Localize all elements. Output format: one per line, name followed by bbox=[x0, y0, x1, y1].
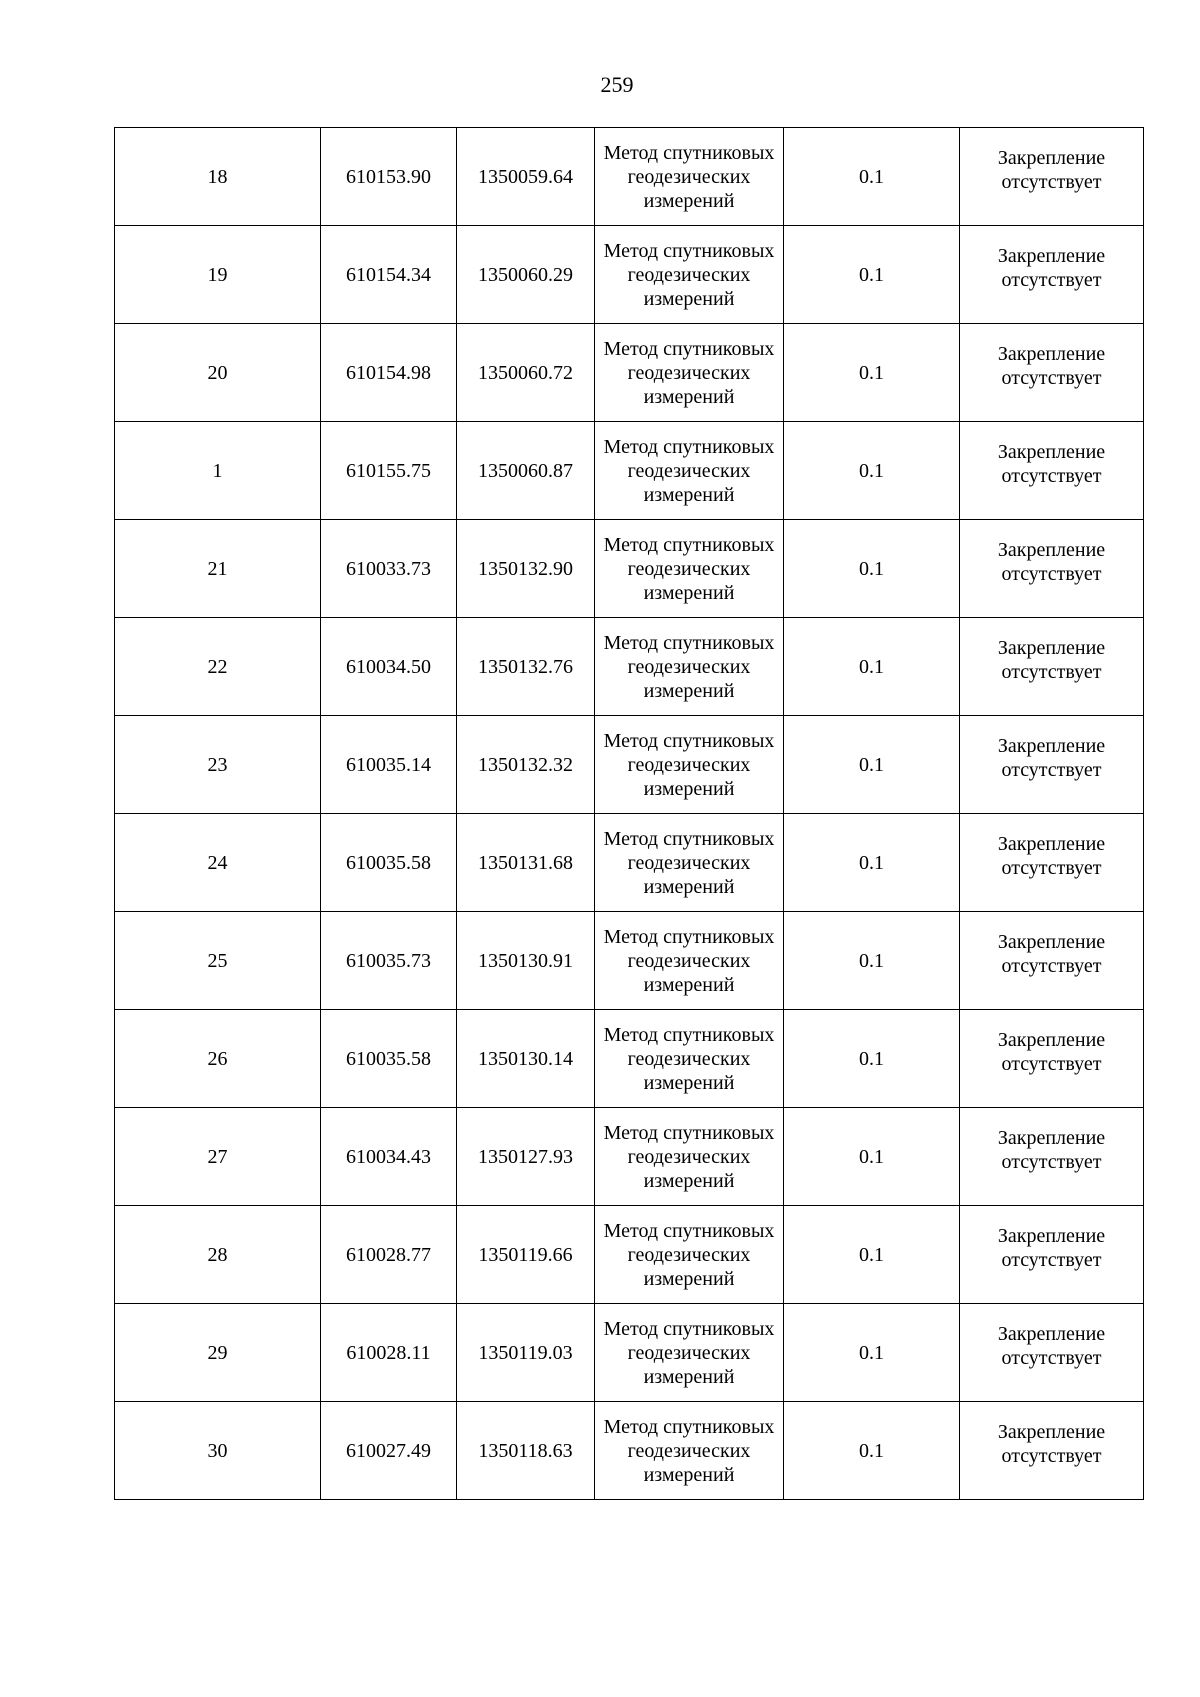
x-coordinate-cell: 610028.11 bbox=[321, 1304, 457, 1402]
fixing-description-cell: Закрепление отсутствует bbox=[960, 716, 1144, 814]
y-coordinate-cell: 1350118.63 bbox=[457, 1402, 595, 1500]
fixing-description-cell: Закрепление отсутствует bbox=[960, 1010, 1144, 1108]
x-coordinate-cell: 610035.58 bbox=[321, 814, 457, 912]
y-coordinate-cell: 1350119.66 bbox=[457, 1206, 595, 1304]
accuracy-cell: 0.1 bbox=[784, 912, 960, 1010]
accuracy-cell: 0.1 bbox=[784, 716, 960, 814]
table-body bbox=[115, 128, 1144, 1500]
accuracy-cell: 0.1 bbox=[784, 128, 960, 226]
accuracy-cell: 0.1 bbox=[784, 1402, 960, 1500]
table-row bbox=[115, 128, 1144, 226]
x-coordinate-cell: 610034.43 bbox=[321, 1108, 457, 1206]
point-number-cell: 29 bbox=[115, 1304, 321, 1402]
accuracy-cell: 0.1 bbox=[784, 226, 960, 324]
table-row bbox=[115, 1108, 1144, 1206]
method-cell: Метод спутниковых геодезических измерений bbox=[595, 1108, 784, 1206]
x-coordinate-cell: 610154.98 bbox=[321, 324, 457, 422]
y-coordinate-cell: 1350060.29 bbox=[457, 226, 595, 324]
fixing-description-cell: Закрепление отсутствует bbox=[960, 520, 1144, 618]
fixing-description-cell: Закрепление отсутствует bbox=[960, 422, 1144, 520]
table-row bbox=[115, 324, 1144, 422]
y-coordinate-cell: 1350130.91 bbox=[457, 912, 595, 1010]
accuracy-cell: 0.1 bbox=[784, 1010, 960, 1108]
y-coordinate-cell: 1350131.68 bbox=[457, 814, 595, 912]
fixing-description-cell: Закрепление отсутствует bbox=[960, 618, 1144, 716]
point-number-cell: 18 bbox=[115, 128, 321, 226]
x-coordinate-cell: 610035.14 bbox=[321, 716, 457, 814]
fixing-description-cell: Закрепление отсутствует bbox=[960, 128, 1144, 226]
y-coordinate-cell: 1350127.93 bbox=[457, 1108, 595, 1206]
method-cell: Метод спутниковых геодезических измерений bbox=[595, 1304, 784, 1402]
table-row bbox=[115, 912, 1144, 1010]
x-coordinate-cell: 610154.34 bbox=[321, 226, 457, 324]
table-row bbox=[115, 1010, 1144, 1108]
point-number-cell: 1 bbox=[115, 422, 321, 520]
table-row bbox=[115, 226, 1144, 324]
method-cell: Метод спутниковых геодезических измерений bbox=[595, 1206, 784, 1304]
accuracy-cell: 0.1 bbox=[784, 618, 960, 716]
point-number-cell: 25 bbox=[115, 912, 321, 1010]
table-row bbox=[115, 1304, 1144, 1402]
fixing-description-cell: Закрепление отсутствует bbox=[960, 1108, 1144, 1206]
table-row bbox=[115, 422, 1144, 520]
table-row bbox=[115, 716, 1144, 814]
x-coordinate-cell: 610028.77 bbox=[321, 1206, 457, 1304]
point-number-cell: 24 bbox=[115, 814, 321, 912]
page-number: 259 bbox=[600, 72, 634, 97]
point-number-cell: 22 bbox=[115, 618, 321, 716]
point-number-cell: 27 bbox=[115, 1108, 321, 1206]
method-cell: Метод спутниковых геодезических измерений bbox=[595, 716, 784, 814]
table-row bbox=[115, 814, 1144, 912]
table-row bbox=[115, 1402, 1144, 1500]
point-number-cell: 20 bbox=[115, 324, 321, 422]
accuracy-cell: 0.1 bbox=[784, 422, 960, 520]
y-coordinate-cell: 1350132.90 bbox=[457, 520, 595, 618]
accuracy-cell: 0.1 bbox=[784, 324, 960, 422]
y-coordinate-cell: 1350059.64 bbox=[457, 128, 595, 226]
x-coordinate-cell: 610033.73 bbox=[321, 520, 457, 618]
method-cell: Метод спутниковых геодезических измерений bbox=[595, 128, 784, 226]
method-cell: Метод спутниковых геодезических измерений bbox=[595, 618, 784, 716]
method-cell: Метод спутниковых геодезических измерений bbox=[595, 912, 784, 1010]
x-coordinate-cell: 610153.90 bbox=[321, 128, 457, 226]
x-coordinate-cell: 610034.50 bbox=[321, 618, 457, 716]
fixing-description-cell: Закрепление отсутствует bbox=[960, 1402, 1144, 1500]
point-number-cell: 19 bbox=[115, 226, 321, 324]
fixing-description-cell: Закрепление отсутствует bbox=[960, 1206, 1144, 1304]
fixing-description-cell: Закрепление отсутствует bbox=[960, 912, 1144, 1010]
table-row bbox=[115, 1206, 1144, 1304]
table-row bbox=[115, 520, 1144, 618]
point-number-cell: 28 bbox=[115, 1206, 321, 1304]
y-coordinate-cell: 1350132.76 bbox=[457, 618, 595, 716]
point-number-cell: 30 bbox=[115, 1402, 321, 1500]
x-coordinate-cell: 610027.49 bbox=[321, 1402, 457, 1500]
y-coordinate-cell: 1350060.72 bbox=[457, 324, 595, 422]
point-number-cell: 21 bbox=[115, 520, 321, 618]
accuracy-cell: 0.1 bbox=[784, 1304, 960, 1402]
point-number-cell: 23 bbox=[115, 716, 321, 814]
y-coordinate-cell: 1350119.03 bbox=[457, 1304, 595, 1402]
accuracy-cell: 0.1 bbox=[784, 520, 960, 618]
accuracy-cell: 0.1 bbox=[784, 1206, 960, 1304]
point-number-cell: 26 bbox=[115, 1010, 321, 1108]
x-coordinate-cell: 610035.73 bbox=[321, 912, 457, 1010]
coordinates-table bbox=[114, 127, 1144, 1500]
method-cell: Метод спутниковых геодезических измерений bbox=[595, 422, 784, 520]
y-coordinate-cell: 1350132.32 bbox=[457, 716, 595, 814]
fixing-description-cell: Закрепление отсутствует bbox=[960, 814, 1144, 912]
method-cell: Метод спутниковых геодезических измерений bbox=[595, 324, 784, 422]
accuracy-cell: 0.1 bbox=[784, 1108, 960, 1206]
accuracy-cell: 0.1 bbox=[784, 814, 960, 912]
method-cell: Метод спутниковых геодезических измерений bbox=[595, 814, 784, 912]
fixing-description-cell: Закрепление отсутствует bbox=[960, 1304, 1144, 1402]
y-coordinate-cell: 1350130.14 bbox=[457, 1010, 595, 1108]
x-coordinate-cell: 610155.75 bbox=[321, 422, 457, 520]
fixing-description-cell: Закрепление отсутствует bbox=[960, 226, 1144, 324]
method-cell: Метод спутниковых геодезических измерений bbox=[595, 1402, 784, 1500]
table-row bbox=[115, 618, 1144, 716]
method-cell: Метод спутниковых геодезических измерений bbox=[595, 520, 784, 618]
method-cell: Метод спутниковых геодезических измерений bbox=[595, 1010, 784, 1108]
x-coordinate-cell: 610035.58 bbox=[321, 1010, 457, 1108]
fixing-description-cell: Закрепление отсутствует bbox=[960, 324, 1144, 422]
method-cell: Метод спутниковых геодезических измерений bbox=[595, 226, 784, 324]
y-coordinate-cell: 1350060.87 bbox=[457, 422, 595, 520]
